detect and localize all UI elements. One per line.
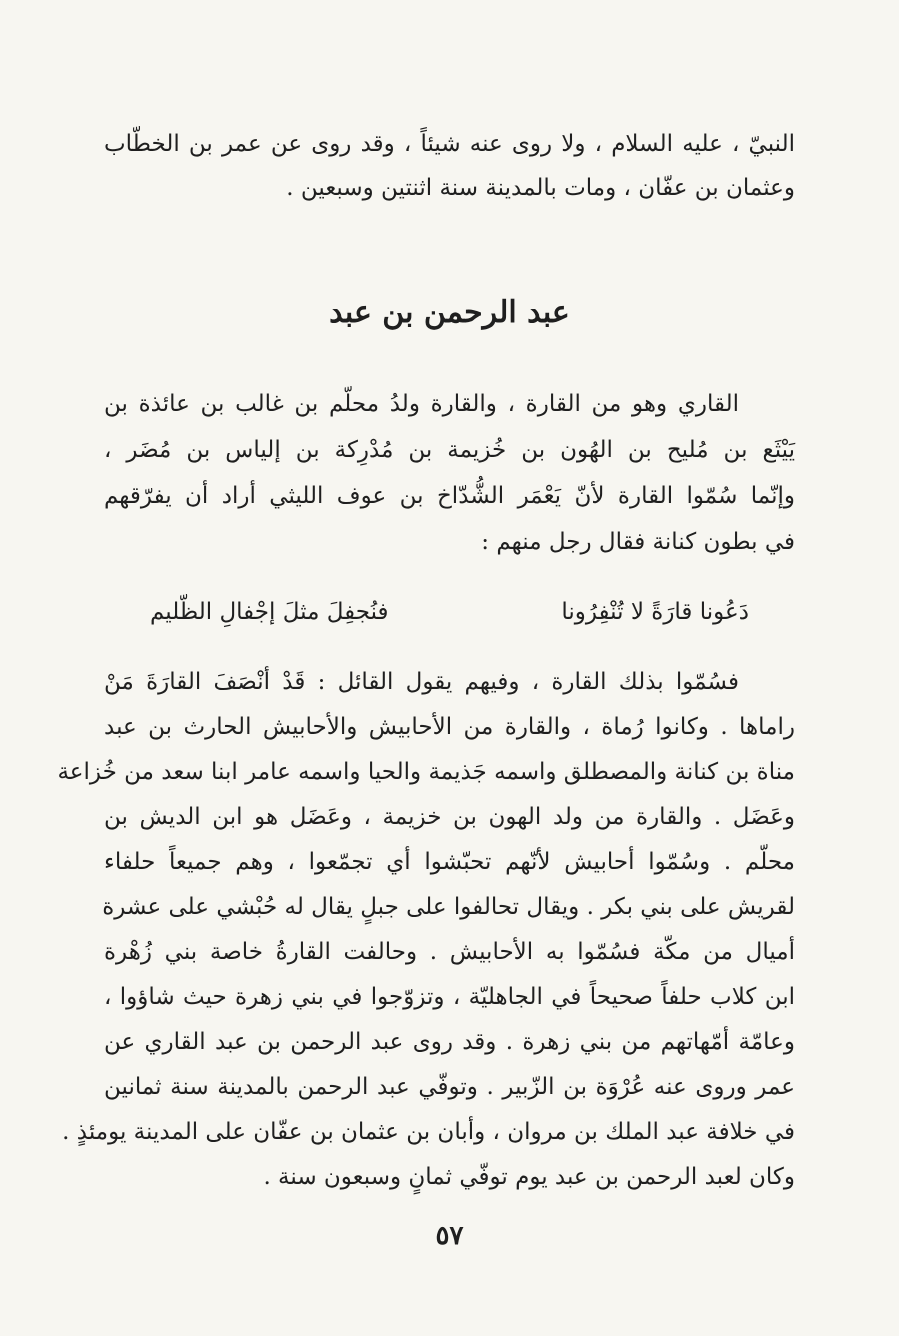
- para2-line-11: في خلافة عبد الملك بن مروان ، وأبان بن عثمان بن عفّان على المدينة يومئذٍ .: [62, 1119, 795, 1145]
- page-number: ٥٧: [435, 1221, 464, 1251]
- section-title: عبد الرحمن بن عبد: [329, 295, 570, 330]
- para1-line-4: في بطون كنانة فقال رجل منهم :: [481, 529, 795, 555]
- para2-line-6: لقريش على بني بكر . ويقال تحالفوا على جبلٍ يقال له حُبْشي على عشرة: [102, 894, 795, 920]
- para2-line-9: وعامّة أمّهاتهم من بني زهرة . وقد روى عبد الرحمن بن عبد القاري عن: [104, 1029, 795, 1055]
- continuation-line-2: وعثمان بن عفّان ، ومات بالمدينة سنة اثنتين وسبعين .: [286, 175, 795, 201]
- para2-line-4: وعَضَل . والقارة من ولد الهون بن خزيمة ، وعَضَل هو ابن الديش بن: [104, 804, 795, 830]
- para1-line-3: وإنّما سُمّوا القارة لأنّ يَعْمَر الشُّدّاخ بن عوف الليثي أراد أن يفرّقهم: [104, 483, 795, 509]
- para2-line-8: ابن كلاب حلفاً صحيحاً في الجاهليّة ، وتزوّجوا في بني زهرة حيث شاؤوا ،: [104, 984, 795, 1010]
- para2-line-2: راماها . وكانوا رُماة ، والقارة من الأحابيش والأحابيش الحارث بن عبد: [104, 714, 795, 740]
- para1-line-2: يَيْثَع بن مُليح بن الهُون بن خُزيمة بن مُدْرِكة بن إلياس بن مُضَر ،: [104, 437, 795, 463]
- para2-line-7: أميال من مكّة فسُمّوا به الأحابيش . وحالفت القارةُ خاصة بني زُهْرة: [104, 939, 795, 965]
- para2-line-1: فسُمّوا بذلك القارة ، وفيهم يقول القائل : قَدْ أنْصَفَ القارَةَ مَنْ: [104, 669, 739, 695]
- continuation-line-1: النبيّ ، عليه السلام ، ولا روى عنه شيئاً ، وقد روى عن عمر بن الخطّاب: [104, 131, 795, 157]
- verse-hemistich-1: دَعُونا قارَةً لا تُنْفِرُونا: [561, 599, 749, 625]
- para2-line-12: وكان لعبد الرحمن بن عبد يوم توفّي ثمانٍ وسبعون سنة .: [263, 1164, 795, 1190]
- para2-line-10: عمر وروى عنه عُرْوَة بن الزّبير . وتوفّي عبد الرحمن بالمدينة سنة ثمانين: [104, 1074, 795, 1100]
- para2-line-3: مناة بن كنانة والمصطلق واسمه جَذيمة والحيا واسمه عامر ابنا سعد من خُزاعة: [57, 759, 795, 785]
- para2-line-5: محلّم . وسُمّوا أحابيش لأنّهم تحبّشوا أي تجمّعوا ، وهم جميعاً حلفاء: [104, 849, 795, 875]
- para1-line-1: القاري وهو من القارة ، والقارة ولدُ محلّم بن غالب بن عائذة بن: [104, 391, 739, 417]
- poem-verse: [150, 590, 749, 634]
- verse-hemistich-2: فنُجفِلَ مثلَ إجْفالِ الظّليم: [150, 599, 389, 625]
